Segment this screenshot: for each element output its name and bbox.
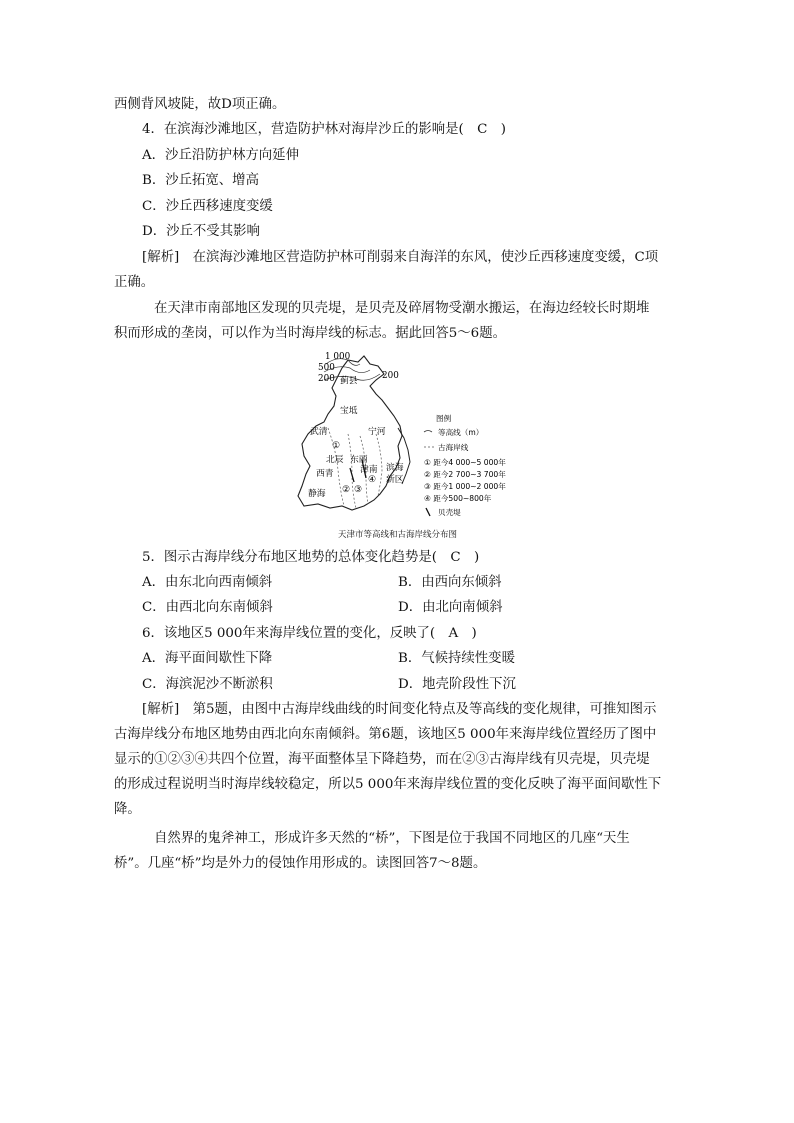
option-c: C．海滨泥沙不断淤积 <box>142 677 273 692</box>
explanation-5-6-cont: 降。 <box>114 802 141 817</box>
place-label: 蓟县 <box>340 376 358 386</box>
tianjin-map <box>290 350 540 542</box>
question-5: 5．图示古海岸线分布地区地势的总体变化趋势是( C ) <box>142 550 480 565</box>
text-line: 西侧背风坡陡，故D项正确。 <box>114 97 286 112</box>
option-d: D．地壳阶段性下沉 <box>398 677 516 692</box>
contour-label: 1 000 <box>325 352 351 362</box>
place-label: 武清 <box>310 427 328 437</box>
ancient-coastline-2 <box>348 434 356 508</box>
legend-title: 图例 <box>436 414 452 423</box>
option-c: C．沙丘西移速度变缓 <box>142 199 273 214</box>
explanation-4-cont: 正确。 <box>114 275 155 290</box>
contour-label: 500 <box>318 363 335 373</box>
intro-5-6: 在天津市南部地区发现的贝壳堤，是贝壳及碎屑物受潮水搬运，在海边经较长时期堆 <box>154 301 650 316</box>
question-4: 4．在滨海沙滩地区，营造防护林对海岸沙丘的影响是( C ) <box>142 122 506 137</box>
place-label: 宁河 <box>368 427 386 437</box>
place-label: 新区 <box>386 475 404 485</box>
legend-item: ④ 距今500~800年 <box>424 494 492 503</box>
contour-label: 200 <box>318 374 335 384</box>
legend-item: 贝壳堤 <box>438 508 461 517</box>
contour-label: 200 <box>382 371 399 381</box>
tianjin-map-figure <box>290 350 540 542</box>
legend-item: ③ 距今1 000~2 000年 <box>424 482 506 491</box>
place-label: 滨海 <box>386 463 404 473</box>
legend-item: 等高线（m） <box>438 428 484 437</box>
coastline-marker: ② <box>342 485 350 495</box>
explanation-5-6-cont: 的形成过程说明当时海岸线较稳定，所以5 000年来海岸线位置的变化反映了海平面间歇性下 <box>114 777 662 792</box>
question-6: 6．该地区5 000年来海岸线位置的变化，反映了( A ) <box>142 626 477 641</box>
option-a: A．沙丘沿防护林方向延伸 <box>142 148 299 163</box>
explanation-5-6-cont: 显示的①②③④共四个位置，海平面整体呈下降趋势，而在②③古海岸线有贝壳堤，贝壳堤 <box>114 752 650 767</box>
option-c: C．由西北向东南倾斜 <box>142 600 273 615</box>
explanation-5-6: [解析] 第5题，由图中古海岸线曲线的时间变化特点及等高线的变化规律，可推知图示 <box>142 702 657 717</box>
place-label: 西青 <box>316 469 334 479</box>
coastline-marker: ④ <box>368 475 376 485</box>
explanation-5-6-cont: 古海岸线分布地区地势由西北向东南倾斜。第6题，该地区5 000年来海岸线位置经历了图中 <box>114 727 657 742</box>
option-a: A．海平面间歇性下降 <box>142 651 273 666</box>
intro-7-8: 自然界的鬼斧神工，形成许多天然的“桥”，下图是位于我国不同地区的几座“天生 <box>154 831 630 846</box>
coastline-marker: ③ <box>354 485 362 495</box>
place-label: 北辰 <box>326 455 344 465</box>
figure-caption: 天津市等高线和古海岸线分布图 <box>338 530 458 540</box>
option-b: B．气候持续性变暖 <box>398 651 515 666</box>
explanation-4: [解析] 在滨海沙滩地区营造防护林可削弱来自海洋的东风，使沙丘西移速度变缓，C项 <box>142 250 659 265</box>
legend-item: ② 距今2 700~3 700年 <box>424 470 506 479</box>
place-label: 静海 <box>308 489 326 499</box>
option-d: D．由北向南倾斜 <box>398 600 503 615</box>
place-label: 东丽 <box>350 455 368 465</box>
place-label: 津南 <box>360 465 378 475</box>
option-b: B．由西向东倾斜 <box>398 575 502 590</box>
intro-5-6-cont: 积而形成的垄岗，可以作为当时海岸线的标志。据此回答5～6题。 <box>114 326 506 341</box>
option-d: D．沙丘不受其影响 <box>142 224 260 239</box>
option-a: A．由东北向西南倾斜 <box>142 575 273 590</box>
coastline-marker: ① <box>332 441 340 451</box>
option-b: B．沙丘拓宽、增高 <box>142 173 259 188</box>
legend-item: ① 距今4 000~5 000年 <box>424 458 506 467</box>
legend-item: 古海岸线 <box>438 443 469 452</box>
place-label: 宝坻 <box>340 406 358 416</box>
intro-7-8-cont: 桥”。几座“桥”均是外力的侵蚀作用形成的。读图回答7～8题。 <box>114 856 487 871</box>
